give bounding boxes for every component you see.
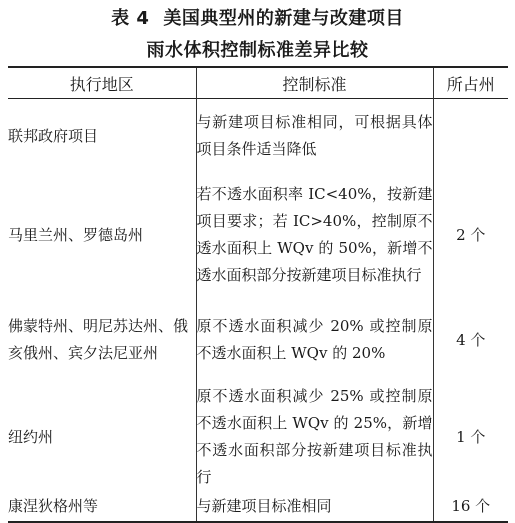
standard-text: 若不透水面积率 IC<40%，按新建项目要求；若 IC>40%，控制原不透水面积上 WQv 的 50%，新增不透水面积部分按新建项目标准执行 — [196, 185, 433, 284]
header-share: 所占州 — [433, 67, 508, 99]
table-row — [8, 297, 508, 383]
table-title-main: 美国典型州的新建与改建项目 — [163, 8, 404, 29]
region-text: 马里兰州、罗德岛州 — [8, 225, 144, 244]
region-cell — [8, 383, 196, 491]
standard-text: 原不透水面积减少 20% 或控制原不透水面积上 WQv 的 20% — [196, 317, 433, 362]
header-standard: 控制标准 — [196, 67, 433, 99]
region-text: 纽约州 — [8, 427, 54, 446]
table-row — [8, 173, 508, 297]
standard-cell — [196, 383, 433, 491]
region-text: 康涅狄格州等 — [8, 496, 99, 515]
standard-text: 与新建项目标准相同 — [196, 496, 332, 515]
table-header-row — [8, 67, 508, 99]
table-row — [8, 491, 508, 522]
share-cell — [433, 99, 508, 174]
table-row — [8, 99, 508, 174]
region-cell — [8, 173, 196, 297]
header-region: 执行地区 — [8, 67, 196, 99]
comparison-table — [8, 66, 508, 523]
share-cell: 2 个 — [433, 173, 508, 297]
region-cell — [8, 297, 196, 383]
table-title-line-2: 雨水体积控制标准差异比较 — [146, 40, 369, 61]
standard-cell — [196, 491, 433, 522]
share-cell: 4 个 — [433, 297, 508, 383]
standard-cell — [196, 99, 433, 174]
standard-text: 原不透水面积减少 25% 或控制原不透水面积上 WQv 的 25%，新增不透水面积部分按新建项目标准执行 — [196, 387, 433, 486]
region-text: 联邦政府项目 — [8, 126, 99, 145]
share-cell: 1 个 — [433, 383, 508, 491]
standard-cell — [196, 173, 433, 297]
region-text: 佛蒙特州、明尼苏达州、俄亥俄州、宾夕法尼亚州 — [8, 317, 189, 362]
share-cell: 16 个 — [433, 491, 508, 522]
table-number: 表 4 — [111, 8, 150, 29]
table-title-line-1 — [0, 4, 515, 30]
table-row — [8, 383, 508, 491]
standard-cell — [196, 297, 433, 383]
region-cell — [8, 491, 196, 522]
region-cell — [8, 99, 196, 174]
standard-text: 与新建项目标准相同，可根据具体项目条件适当降低 — [196, 113, 433, 158]
